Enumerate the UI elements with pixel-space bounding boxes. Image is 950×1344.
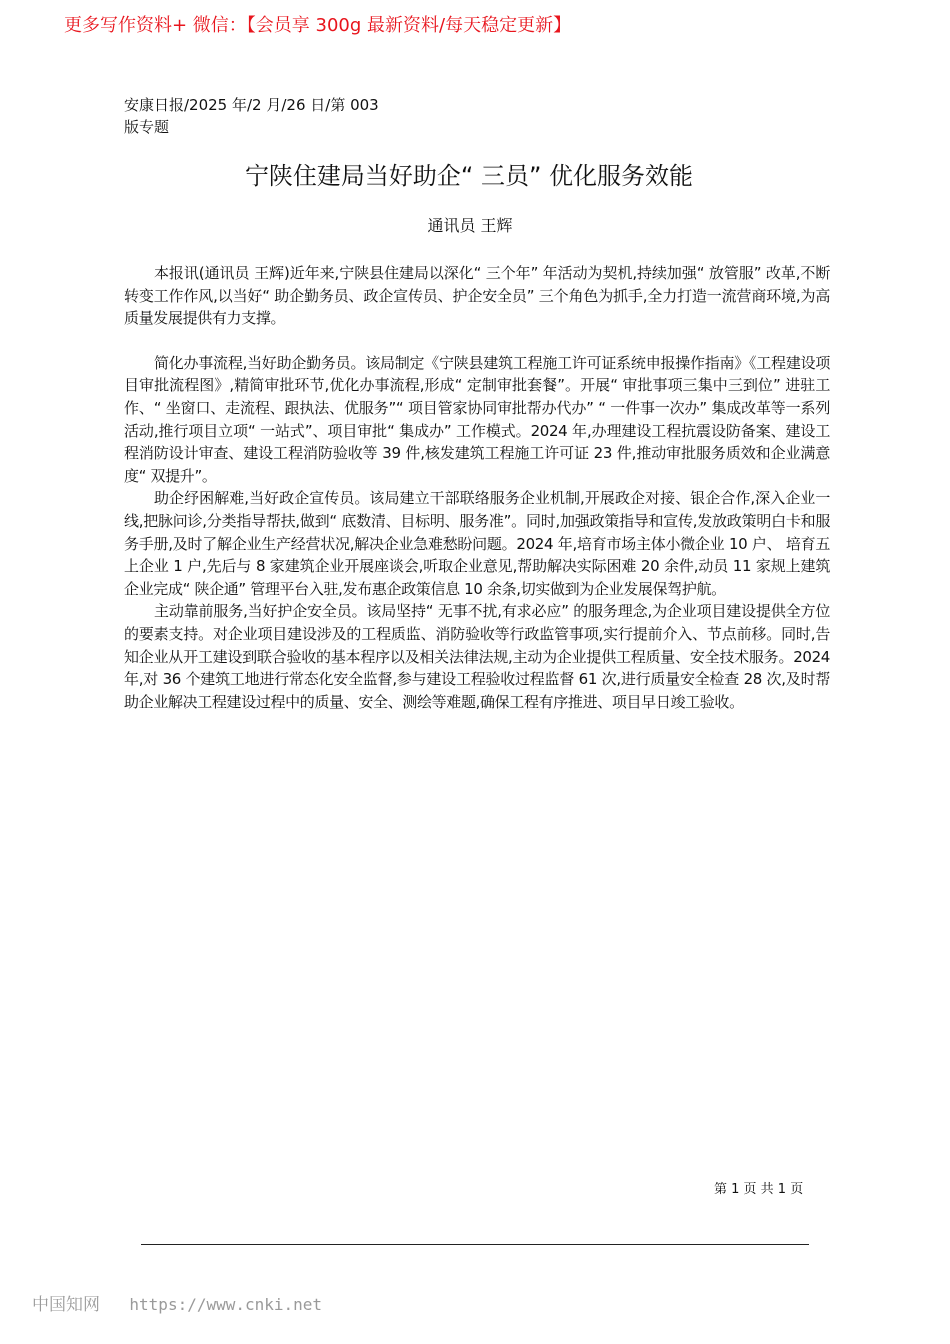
page-number: 第 1 页 共 1 页 bbox=[714, 1182, 804, 1197]
paragraph-relieve-difficulties: 助企纾困解难,当好政企宣传员。该局建立干部联络服务企业机制,开展政企对接、银企合作,深入企业一线,把脉问诊,分类指导帮扶,做到“ 底数清、目标明、服务准”。同时,加强政策指导和宣传,发放政策明白卡和服务手册,及时了解企业生产经营状况,解决企业急难愁盼问题。2024 年,培育市场主体小微企业 10 户、 培育五上企业 1 户,先后与 8 家建筑企业开展座谈会,听取企业意见,帮助解决实际困难 20 余件,动员 11 家规上建筑企业完成“ 陕企通” 管理平台入驻,发布惠企政策信息 10 余条,切实做到为企业发展保驾护航。 bbox=[124, 489, 830, 598]
paragraph-proactive-service: 主动靠前服务,当好护企安全员。该局坚持“ 无事不扰,有求必应” 的服务理念,为企业项目建设提供全方位的要素支持。对企业项目建设涉及的工程质监、消防验收等行政监管事项,实行提前介入、节点前移。同时,告知企业从开工建设到联合验收的基本程序以及相关法律法规,主动为企业提供工程质量、安全技术服务。2024 年,对 36 个建筑工地进行常态化安全监督,参与建设工程验收过程监督 61 次,进行质量安全检查 28 次,及时帮助企业解决工程建设过程中的质量、安全、测绘等难题,确保工程有序推进、项目早日竣工验收。 bbox=[124, 602, 830, 711]
article-byline: 通讯员 王辉 bbox=[427, 216, 513, 235]
footer-divider bbox=[141, 1244, 809, 1245]
paragraph-intro: 本报讯(通讯员 王辉)近年来,宁陕县住建局以深化“ 三个年” 年活动为契机,持续加强“ 放管服” 改革,不断转变工作作风,以当好“ 助企勤务员、政企宣传员、护企安全员” 三个角色为抓手,全力打造一流营商环境,为高质量发展提供有力支撑。 bbox=[124, 264, 830, 328]
promo-banner: 更多写作资料+ 微信：【会员享 300g 最新资料/每天稳定更新】 bbox=[64, 15, 572, 36]
paragraph-streamline-procedures: 简化办事流程,当好助企勤务员。该局制定《宁陕县建筑工程施工许可证系统申报操作指南》《工程建设项目审批流程图》,精简审批环节,优化办事流程,形成“ 定制审批套餐”。开展“ 审批事项三集中三到位” 进驻工作、“ 坐窗口、走流程、跟执法、优服务”“ 项目管家协同审批帮办代办” “ 一件事一次办” 集成改革等一系列活动,推行项目立项“ 一站式”、项目审批“ 集成办” 工作模式。2024 年,办理建设工程抗震设防备案、建设工程消防设计审查、建设工程消防验收等 39 件,核发建筑工程施工许可证 23 件,推动审批服务质效和企业满意度“ 双提升”。 bbox=[124, 353, 830, 485]
article-body bbox=[124, 262, 830, 713]
cnki-watermark bbox=[32, 1293, 322, 1317]
source-citation: 安康日报/2025 年/2 月/26 日/第 003 版专题 bbox=[124, 96, 379, 136]
article-title-text: 宁陕住建局当好助企“ 三员” 优化服务效能 bbox=[244, 162, 694, 190]
article-title bbox=[0, 160, 950, 192]
watermark-name: 中国知网 bbox=[32, 1295, 100, 1315]
watermark-url: https://www.cnki.net bbox=[129, 1295, 323, 1314]
